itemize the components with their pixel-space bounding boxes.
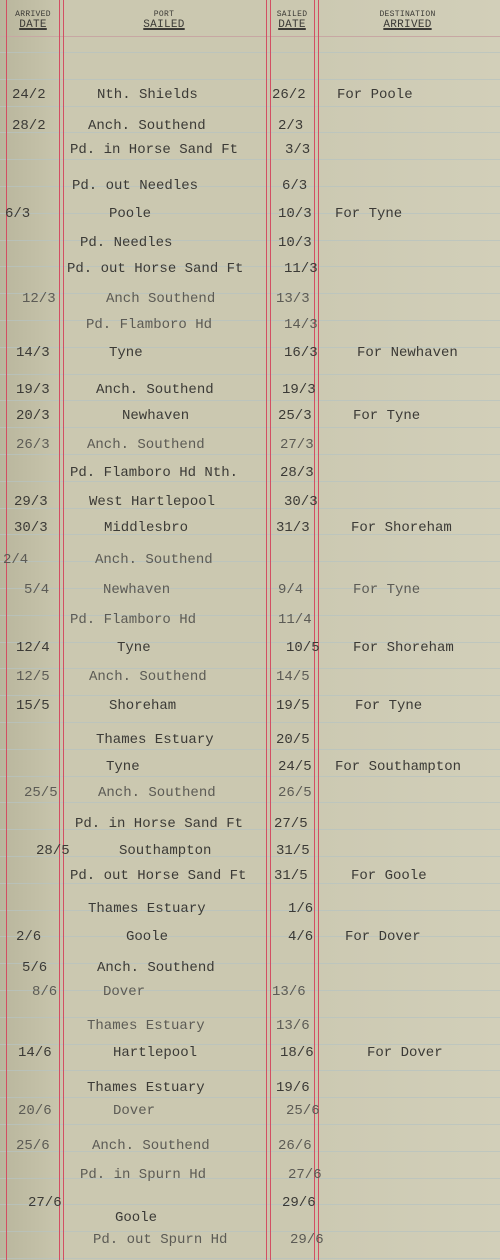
destination-cell: For Newhaven — [357, 345, 458, 361]
sailed-date-cell: 25/6 — [286, 1103, 320, 1119]
port-cell: Tyne — [117, 640, 151, 656]
header-arrived-sub: DATE — [19, 19, 47, 31]
sailed-date-cell: 29/6 — [290, 1232, 324, 1248]
header-port-label: PORT — [153, 10, 175, 19]
arrived-date-cell: 19/3 — [16, 382, 50, 398]
ruled-line — [0, 106, 500, 107]
port-cell: Thames Estuary — [87, 1018, 205, 1034]
destination-cell: For Goole — [351, 868, 427, 884]
port-cell: Pd. out Spurn Hd — [93, 1232, 228, 1248]
destination-cell: For Tyne — [355, 698, 423, 714]
sailed-date-cell: 2/3 — [278, 118, 304, 134]
arrived-date-cell: 2/4 — [3, 552, 29, 568]
ruled-line — [0, 159, 500, 160]
arrived-date-cell: 5/4 — [24, 582, 50, 598]
ruled-line — [0, 776, 500, 777]
sailed-date-cell: 31/3 — [276, 520, 310, 536]
column-rule — [266, 0, 267, 1260]
ruled-line — [0, 400, 500, 401]
arrived-date-cell: 27/6 — [28, 1195, 62, 1211]
sailed-date-cell: 11/3 — [284, 261, 318, 277]
ruled-line — [0, 1124, 500, 1125]
arrived-date-cell: 28/5 — [36, 843, 70, 859]
sailed-date-cell: 14/3 — [284, 317, 318, 333]
port-cell: Nth. Shields — [97, 87, 198, 103]
sailed-date-cell: 16/3 — [284, 345, 318, 361]
ruled-line — [0, 240, 500, 241]
port-cell: Thames Estuary — [88, 901, 206, 917]
port-cell: Anch Southend — [106, 291, 216, 307]
sailed-date-cell: 26/6 — [278, 1138, 312, 1154]
arrived-date-cell: 15/5 — [16, 698, 50, 714]
ruled-line — [0, 695, 500, 696]
port-cell: Pd. out Horse Sand Ft — [70, 868, 247, 884]
sailed-date-cell: 26/5 — [278, 785, 312, 801]
sailed-date-cell: 25/3 — [278, 408, 312, 424]
arrived-date-cell: 24/2 — [12, 87, 46, 103]
port-cell: Anch. Southend — [92, 1138, 210, 1154]
port-cell: Dover — [113, 1103, 156, 1119]
destination-cell: For Tyne — [353, 408, 421, 424]
ruled-line — [0, 1070, 500, 1071]
header-destination-sub: ARRIVED — [383, 19, 432, 31]
port-cell: Poole — [109, 206, 152, 222]
sailed-date-cell: 19/5 — [276, 698, 310, 714]
port-cell: West Hartlepool — [89, 494, 216, 510]
port-cell: Anch. Southend — [89, 669, 207, 685]
sailed-date-cell: 4/6 — [288, 929, 314, 945]
header-divider — [0, 36, 500, 37]
sailed-date-cell: 3/3 — [285, 142, 311, 158]
ruled-line — [0, 722, 500, 723]
port-cell: Pd. Flamboro Hd Nth. — [70, 465, 239, 481]
sailed-date-cell: 19/3 — [282, 382, 316, 398]
header-arrived-label: ARRIVED — [15, 10, 51, 19]
arrived-date-cell: 20/3 — [16, 408, 50, 424]
destination-cell: For Dover — [345, 929, 421, 945]
ruled-line — [0, 374, 500, 375]
ruled-line — [0, 1097, 500, 1098]
destination-cell: For Shoreham — [353, 640, 454, 656]
sailed-date-cell: 31/5 — [276, 843, 310, 859]
ruled-line — [0, 749, 500, 750]
ruled-line — [0, 856, 500, 857]
ruled-line — [0, 52, 500, 53]
port-cell: Anch. Southend — [88, 118, 206, 134]
sailed-date-cell: 1/6 — [288, 901, 314, 917]
header-destination-label: DESTINATION — [379, 10, 436, 19]
sailed-date-cell: 10/3 — [278, 235, 312, 251]
sailed-date-cell: 27/6 — [288, 1167, 322, 1183]
ruled-line — [0, 1017, 500, 1018]
arrived-date-cell: 25/6 — [16, 1138, 50, 1154]
arrived-date-cell: 25/5 — [24, 785, 58, 801]
arrived-date-cell: 28/2 — [12, 118, 46, 134]
arrived-date-cell: 29/3 — [14, 494, 48, 510]
sailed-date-cell: 20/5 — [276, 732, 310, 748]
ruled-line — [0, 132, 500, 133]
ruled-line — [0, 1204, 500, 1205]
ruled-line — [0, 320, 500, 321]
ruled-line — [0, 293, 500, 294]
sailed-date-cell: 14/5 — [276, 669, 310, 685]
header-port-sub: SAILED — [143, 19, 185, 31]
ruled-line — [0, 990, 500, 991]
port-cell: Anch. Southend — [98, 785, 216, 801]
port-cell: Pd. in Horse Sand Ft — [75, 816, 244, 832]
column-rule — [63, 0, 64, 1260]
arrived-date-cell: 20/6 — [18, 1103, 52, 1119]
sailed-date-cell: 30/3 — [284, 494, 318, 510]
destination-column-shade — [318, 0, 500, 1260]
sailed-date-cell: 27/5 — [274, 816, 308, 832]
arrived-date-cell: 12/5 — [16, 669, 50, 685]
destination-cell: For Southampton — [335, 759, 462, 775]
arrived-date-cell: 2/6 — [16, 929, 42, 945]
sailed-date-cell: 11/4 — [278, 612, 312, 628]
sailed-date-cell: 13/6 — [276, 1018, 310, 1034]
ruled-line — [0, 1231, 500, 1232]
margin-line-left — [6, 0, 7, 1260]
port-cell: Anch. Southend — [95, 552, 213, 568]
sailed-date-cell: 10/3 — [278, 206, 312, 222]
ruled-line — [0, 802, 500, 803]
ruled-line — [0, 427, 500, 428]
sailed-date-cell: 13/6 — [272, 984, 306, 1000]
destination-cell: For Poole — [337, 87, 413, 103]
arrived-date-cell: 14/6 — [18, 1045, 52, 1061]
port-cell: Pd. Needles — [80, 235, 173, 251]
arrived-date-cell: 12/4 — [16, 640, 50, 656]
sailed-date-cell: 13/3 — [276, 291, 310, 307]
sailed-date-cell: 27/3 — [280, 437, 314, 453]
port-cell: Middlesbro — [104, 520, 189, 536]
column-rule — [59, 0, 60, 1260]
header-port-sailed — [64, 10, 264, 31]
sailed-date-cell: 26/2 — [272, 87, 306, 103]
ruled-line — [0, 1258, 500, 1259]
port-cell: Newhaven — [122, 408, 190, 424]
port-cell: Thames Estuary — [87, 1080, 205, 1096]
port-cell: Hartlepool — [113, 1045, 198, 1061]
port-cell: Anch. Southend — [96, 382, 214, 398]
column-rule — [314, 0, 315, 1260]
port-cell: Tyne — [109, 345, 143, 361]
ruled-line — [0, 910, 500, 911]
ruled-line — [0, 561, 500, 562]
destination-cell: For Tyne — [353, 582, 421, 598]
ruled-line — [0, 1151, 500, 1152]
port-cell: Goole — [126, 929, 169, 945]
sailed-date-cell: 31/5 — [274, 868, 308, 884]
header-arrived-date — [8, 10, 58, 31]
ruled-line — [0, 508, 500, 509]
arrived-date-cell: 30/3 — [14, 520, 48, 536]
arrived-date-cell: 26/3 — [16, 437, 50, 453]
sailed-date-cell: 6/3 — [282, 178, 308, 194]
port-cell: Shoreham — [109, 698, 177, 714]
ruled-line — [0, 481, 500, 482]
arrived-date-cell: 6/3 — [5, 206, 31, 222]
sailed-date-cell: 24/5 — [278, 759, 312, 775]
ruled-line — [0, 213, 500, 214]
destination-cell: For Shoreham — [351, 520, 452, 536]
column-rule — [318, 0, 319, 1260]
port-cell: Tyne — [106, 759, 140, 775]
port-cell: Pd. in Spurn Hd — [80, 1167, 207, 1183]
sailed-date-cell: 29/6 — [282, 1195, 316, 1211]
arrived-date-cell: 14/3 — [16, 345, 50, 361]
port-cell: Pd. in Horse Sand Ft — [70, 142, 239, 158]
sailed-date-cell: 10/5 — [286, 640, 320, 656]
destination-cell: For Tyne — [335, 206, 403, 222]
port-cell: Goole — [115, 1210, 158, 1226]
arrived-column-shade — [0, 0, 62, 1260]
port-cell: Pd. Flamboro Hd — [86, 317, 213, 333]
arrived-date-cell: 12/3 — [22, 291, 56, 307]
sailed-date-cell: 18/6 — [280, 1045, 314, 1061]
ruled-line — [0, 1178, 500, 1179]
ruled-line — [0, 588, 500, 589]
port-cell: Dover — [103, 984, 146, 1000]
ruled-line — [0, 454, 500, 455]
port-cell: Thames Estuary — [96, 732, 214, 748]
sailed-date-cell: 19/6 — [276, 1080, 310, 1096]
sailed-date-cell: 28/3 — [280, 465, 314, 481]
ruled-line — [0, 963, 500, 964]
header-sailed-sub: DATE — [278, 19, 306, 31]
header-sailed-label: SAILED — [276, 10, 308, 19]
header-destination — [320, 10, 495, 31]
port-cell: Pd. Flamboro Hd — [70, 612, 197, 628]
port-cell: Southampton — [119, 843, 212, 859]
port-cell: Pd. out Horse Sand Ft — [67, 261, 244, 277]
port-cell: Newhaven — [103, 582, 171, 598]
arrived-date-cell: 8/6 — [32, 984, 58, 1000]
column-rule — [270, 0, 271, 1260]
ruled-line — [0, 668, 500, 669]
port-cell: Anch. Southend — [87, 437, 205, 453]
sailed-date-cell: 9/4 — [278, 582, 304, 598]
port-cell: Pd. out Needles — [72, 178, 199, 194]
header-sailed-date — [270, 10, 314, 31]
ruled-line — [0, 936, 500, 937]
port-cell: Anch. Southend — [97, 960, 215, 976]
arrived-date-cell: 5/6 — [22, 960, 48, 976]
destination-cell: For Dover — [367, 1045, 443, 1061]
ruled-line — [0, 79, 500, 80]
